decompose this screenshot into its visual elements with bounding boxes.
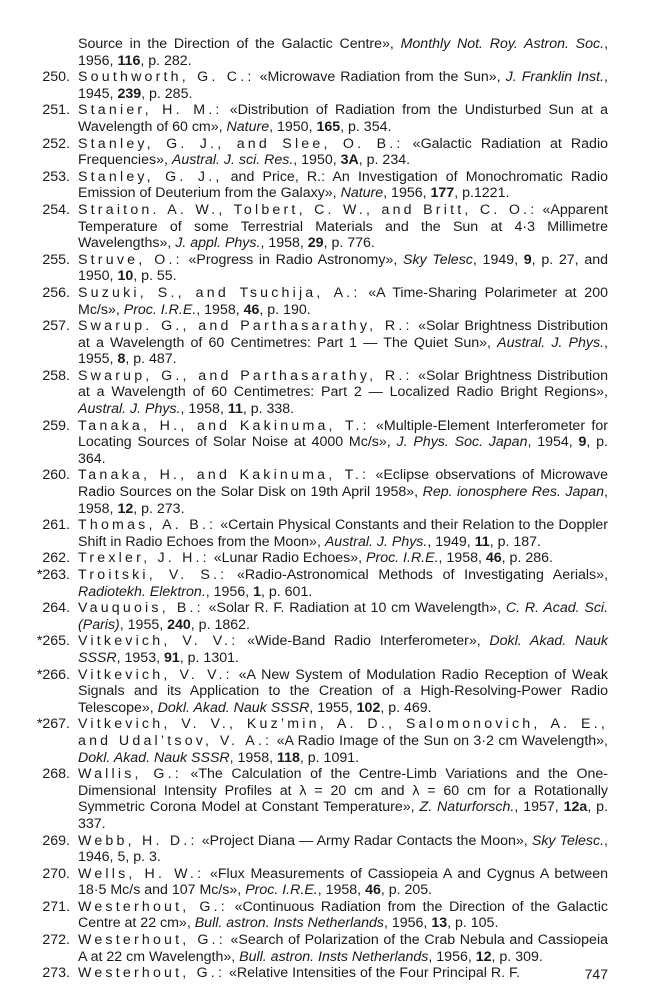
reference-entry <box>0 418 608 468</box>
author-names: Southworth, G. C.: <box>78 69 255 86</box>
citation-text: , 1958, <box>260 235 308 252</box>
citation-text: , p. 282. <box>140 52 192 69</box>
citation-text: , p. 1091. <box>299 749 360 766</box>
reference-text <box>78 716 608 766</box>
reference-number: 264. <box>42 600 70 617</box>
citation-text: , 1956, <box>383 915 432 932</box>
citation-text: , p. 487. <box>125 351 177 368</box>
author-names: Stanley, G. J., and Slee, O. B.: <box>78 135 404 152</box>
author-names: Stanier, H. M.: <box>78 102 223 119</box>
reference-number: 268. <box>42 766 70 783</box>
citation-text: «Distribution of Radiation from the Undisturbed Sun at a Wavelength of 60 cm», <box>78 102 608 135</box>
reference-number: 273. <box>42 965 70 982</box>
citation-text: «A Time-Sharing Polarimeter at 200 Mc/s», <box>78 284 608 318</box>
citation-text: , p. 338. <box>242 401 295 418</box>
citation-text: «Search of Polarization of the Crab Nebula and Cassiopeia A at 22 cm Wavelength», <box>78 932 608 965</box>
reference-text <box>78 899 608 932</box>
journal-title: J. appl. Phys. <box>175 235 261 252</box>
citation-text: , p. 190. <box>259 301 311 318</box>
citation-text: «A Radio Image of the Sun on 3·2 cm Wavelength», <box>272 732 608 749</box>
citation-text: «Lunar Radio Echoes», <box>209 550 366 567</box>
citation-text: , 1953, <box>116 649 164 666</box>
volume-number: 239 <box>117 85 142 102</box>
citation-text: , p. 273. <box>133 500 185 517</box>
volume-number: 3A <box>340 152 359 169</box>
citation-text: , p. 1301. <box>179 649 239 666</box>
journal-title: Sky Telesc. <box>531 832 605 849</box>
reference-number: 258. <box>42 367 70 384</box>
author-names: Webb, H. D.: <box>78 832 198 849</box>
citation-text: , 1954, <box>527 434 579 451</box>
reference-number: 253. <box>42 168 70 185</box>
author-names: Vitkevich, V. V.: <box>78 666 233 683</box>
reference-entry <box>0 318 608 368</box>
reference-text <box>78 667 608 717</box>
author-names: Swarup, G., and Parthasarathy, R.: <box>78 367 413 384</box>
citation-text: «Progress in Radio Astronomy», <box>182 251 404 268</box>
author-names: Tanaka, H., and Kakinuma, T.: <box>78 467 370 484</box>
citation-text: , p. 354. <box>340 118 392 135</box>
reference-text <box>78 600 608 633</box>
reference-entry <box>0 517 608 550</box>
citation-text: , p. 469. <box>380 699 432 716</box>
journal-title: Austral. J. Phys. <box>497 334 605 351</box>
author-names: Westerhout, G.: <box>78 965 226 982</box>
reference-entry <box>0 36 608 69</box>
reference-number: 251. <box>42 102 70 119</box>
volume-number: 12 <box>475 948 492 965</box>
volume-number: 116 <box>117 52 141 69</box>
volume-number: 118 <box>277 749 300 766</box>
citation-text: , p. 187. <box>489 533 541 550</box>
author-names: Westerhout, G.: <box>78 898 228 915</box>
citation-text: , 1958, <box>196 301 244 318</box>
journal-title: Austral. J. Phys. <box>78 401 181 418</box>
reference-entry <box>0 285 608 318</box>
reference-text <box>78 69 608 102</box>
reference-number: 271. <box>42 898 70 915</box>
citation-text: , 1958, <box>438 550 486 567</box>
reference-text <box>78 169 608 202</box>
journal-title: Nature <box>340 185 384 202</box>
reference-number: 259. <box>42 417 70 434</box>
citation-text: «The Calculation of the Centre-Limb Variations and the One-Dimensional Intensity Profiles at λ = 20 cm and λ = 60 cm for a Rotationally Symmetric Corona Model at Constant Temperature», <box>78 766 608 816</box>
citation-text: , 1956, <box>78 36 609 69</box>
reference-entry <box>0 102 608 135</box>
citation-text: , p. 205. <box>380 882 433 899</box>
volume-number: 9 <box>523 251 532 268</box>
journal-title: Rep. ionosphere Res. Japan <box>422 484 605 501</box>
reference-text <box>78 102 608 135</box>
citation-text: «Radio-Astronomical Methods of Investigating Aerials», <box>227 567 608 583</box>
citation-text: , p. 776. <box>323 235 375 252</box>
reference-number: 261. <box>42 517 70 534</box>
reference-text <box>78 866 608 899</box>
citation-text: «A New System of Modulation Radio Reception of Weak Signals and its Application to the Creation of a High-Resolving-Power Radio Telescope», <box>78 666 608 716</box>
reference-text <box>78 833 608 866</box>
journal-title: J. Phys. Soc. Japan <box>396 434 528 451</box>
volume-number: 12 <box>117 500 134 517</box>
citation-text: , 1958, <box>180 401 228 418</box>
author-names: Vitkevich, V. V.: <box>78 633 239 650</box>
citation-text: , p. 364. <box>78 434 608 467</box>
reference-text <box>78 368 608 418</box>
reference-text <box>78 467 608 517</box>
reference-number: 257. <box>42 318 70 335</box>
citation-text: , 1950, <box>269 118 317 135</box>
volume-number: 91 <box>163 649 180 666</box>
citation-text: «Eclipse observations of Microwave Radio Sources on the Solar Disk on 19th April 1958», <box>78 467 608 501</box>
volume-number: 46 <box>365 882 381 899</box>
citation-text: , p. 285. <box>141 85 193 102</box>
reference-entry <box>0 633 608 666</box>
reference-number: 270. <box>42 865 70 882</box>
reference-list <box>0 36 608 982</box>
journal-title: Dokl. Akad. Nauk SSSR <box>78 749 230 766</box>
reference-text <box>78 136 608 169</box>
citation-text: «Apparent Temperature of some Terrestrial Materials and the Sun at 4·3 Millimetre Wavelengths», <box>78 201 608 252</box>
reference-number: *265. <box>36 633 70 650</box>
citation-text: , p. 234. <box>358 152 411 169</box>
reference-entry <box>0 550 608 567</box>
citation-text: , p. 601. <box>261 583 313 600</box>
citation-text: , 1956, <box>383 185 431 202</box>
reference-number: 262. <box>42 550 70 567</box>
citation-text: and Price, R.: An Investigation of Monochromatic Radio Emission of Deuterium from the Galaxy», <box>78 168 608 202</box>
reference-number: 269. <box>42 832 70 849</box>
journal-title: Monthly Not. Roy. Astron. Soc. <box>400 36 605 52</box>
reference-entry <box>0 766 608 832</box>
citation-text: , 1950, <box>293 152 341 169</box>
volume-number: 1 <box>253 583 261 600</box>
citation-text: , 1956, <box>428 948 476 965</box>
author-names: Vauquois, B.: <box>78 600 204 617</box>
author-names: Thomas, A. B.: <box>78 517 217 534</box>
journal-title: Proc. I.R.E. <box>366 550 439 567</box>
reference-entry <box>0 252 608 285</box>
author-names: Struve, O.: <box>78 251 183 268</box>
author-names: Stanley, G. J., <box>78 168 223 185</box>
citation-text: , p.1221. <box>454 185 510 202</box>
reference-text <box>78 36 608 69</box>
reference-entry <box>0 965 608 982</box>
journal-title: J. Franklin Inst. <box>505 69 605 86</box>
reference-text <box>78 318 608 368</box>
author-names: Vitkevich, V. V., Kuz’min, A. D., Salomonovich, A. E., and Udal’tsov, V. A.: <box>78 716 608 749</box>
citation-text: «Flux Measurements of Cassiopeia A and Cygnus A between 18·5 Mc/s and 107 Mc/s», <box>78 865 609 899</box>
volume-number: 29 <box>307 235 324 252</box>
reference-text <box>78 418 608 468</box>
volume-number: 11 <box>227 401 243 418</box>
reference-entry <box>0 368 608 418</box>
author-names: Straiton. A. W., Tolbert, C. W., and Britt, C. O.: <box>78 201 538 218</box>
journal-title: Radiotekh. Elektron. <box>78 583 206 600</box>
author-names: Suzuki, S., and Tsuchija, A.: <box>78 284 361 301</box>
reference-text <box>78 202 608 252</box>
citation-text: , 1949, <box>427 533 475 550</box>
reference-entry <box>0 467 608 517</box>
journal-title: Austral. J. sci. Res. <box>171 152 294 169</box>
citation-text: «Solar Brightness Distribution at a Wavelength of 60 Centimetres: Part 1 — The Quiet Sun», <box>78 318 608 351</box>
reference-number: *263. <box>36 567 70 583</box>
journal-title: Nature <box>226 118 270 135</box>
reference-number: 256. <box>42 284 70 301</box>
reference-number: *267. <box>36 716 70 733</box>
citation-text: «Relative Intensities of the Four Principal R. F. <box>225 965 521 982</box>
reference-entry <box>0 932 608 965</box>
reference-entry <box>0 600 608 633</box>
volume-number: 46 <box>243 301 260 318</box>
reference-entry <box>0 567 608 600</box>
reference-text <box>78 567 608 600</box>
reference-entry <box>0 202 608 252</box>
citation-text: «Solar Brightness Distribution at a Wavelength of 60 Centimetres: Part 2 — Localized Radio Bright Regions», <box>78 367 608 401</box>
citation-text: , p. 27, and 1950, <box>78 251 608 285</box>
citation-text: , 1955, <box>78 334 608 368</box>
reference-number: 254. <box>42 201 70 218</box>
author-names: Troitski, V. S.: <box>78 567 228 583</box>
reference-number: 255. <box>42 251 70 268</box>
citation-text: , p. 309. <box>491 948 543 965</box>
citation-text: «Solar R. F. Radiation at 10 cm Wavelength», <box>203 600 506 617</box>
citation-text: , p. 1862. <box>190 616 250 633</box>
journal-title: Proc. I.R.E. <box>123 301 197 318</box>
journal-title: Bull. astron. Insts Netherlands <box>239 948 429 965</box>
volume-number: 240 <box>167 616 191 633</box>
citation-text: , 1955, <box>119 616 168 633</box>
reference-text <box>78 517 608 550</box>
volume-number: 9 <box>578 434 587 451</box>
volume-number: 12a <box>563 799 588 816</box>
journal-title: Proc. I.R.E. <box>245 882 318 899</box>
reference-entry <box>0 833 608 866</box>
volume-number: 10 <box>117 268 134 285</box>
volume-number: 177 <box>430 185 455 202</box>
volume-number: 102 <box>356 699 381 716</box>
volume-number: 46 <box>485 550 502 567</box>
citation-text: , 1958, <box>78 484 608 517</box>
citation-text: «Continuous Radiation from the Direction of the Galactic Centre at 22 cm», <box>78 898 608 932</box>
citation-text: «Certain Physical Constants and their Relation to the Doppler Shift in Radio Echoes from the Moon», <box>78 517 609 550</box>
reference-text <box>78 965 608 982</box>
citation-text: , p. 337. <box>78 799 609 832</box>
reference-number: 252. <box>42 135 70 152</box>
volume-number: 8 <box>117 351 126 368</box>
journal-title: Bull. astron. Insts Netherlands <box>194 915 384 932</box>
reference-number: 250. <box>42 69 70 86</box>
reference-entry <box>0 899 608 932</box>
volume-number: 11 <box>474 533 490 550</box>
volume-number: 165 <box>316 118 341 135</box>
citation-text: «Multiple-Element Interferometer for Locating Sources of Solar Noise at 4000 Mc/s», <box>78 417 608 451</box>
citation-text: , 1945, <box>78 69 608 102</box>
reference-text <box>78 252 608 285</box>
journal-title: Dokl. Akad. Nauk SSSR <box>78 633 608 666</box>
reference-text <box>78 550 608 567</box>
author-names: Swarup. G., and Parthasarathy, R.: <box>78 318 413 335</box>
citation-text: «Microwave Radiation from the Sun», <box>254 69 506 86</box>
citation-text: , p. 286. <box>501 550 553 567</box>
reference-number: *266. <box>36 666 70 683</box>
citation-text: , 1957, <box>514 799 564 816</box>
reference-entry <box>0 169 608 202</box>
journal-title: Z. Naturforsch. <box>419 799 515 816</box>
citation-text: «Wide-Band Radio Interferometer», <box>238 633 490 650</box>
reference-number: 272. <box>42 932 70 949</box>
citation-text: , 1955, <box>309 699 357 716</box>
citation-text: , p. 105. <box>447 915 499 932</box>
citation-text: , 1956, <box>205 583 254 600</box>
citation-text: Source in the Direction of the Galactic Centre», <box>78 36 401 52</box>
author-names: Tanaka, H., and Kakinuma, T.: <box>78 417 370 434</box>
reference-entry <box>0 136 608 169</box>
journal-title: C. R. Acad. Sci. (Paris) <box>78 600 609 633</box>
author-names: Wells, H. W.: <box>78 865 205 882</box>
reference-text <box>78 766 608 832</box>
reference-number: 260. <box>42 467 70 484</box>
reference-entry <box>0 69 608 102</box>
citation-text: «Project Diana — Army Radar Contacts the Moon», <box>197 832 532 849</box>
page-number: 747 <box>584 966 608 982</box>
citation-text: , 1946, 5, p. 3. <box>78 832 608 866</box>
reference-text <box>78 932 608 965</box>
reference-entry <box>0 866 608 899</box>
citation-text: , 1949, <box>472 251 524 268</box>
reference-text <box>78 285 608 318</box>
reference-text <box>78 633 608 666</box>
citation-text: , 1958, <box>229 749 277 766</box>
journal-title: Dokl. Akad. Nauk SSSR <box>157 699 310 716</box>
author-names: Westerhout, G.: <box>78 932 226 949</box>
reference-entry <box>0 667 608 717</box>
author-names: Wallis, G.: <box>78 766 182 783</box>
volume-number: 13 <box>431 915 448 932</box>
journal-title: Sky Telesc <box>403 251 473 268</box>
citation-text: , p. 55. <box>133 268 177 285</box>
journal-title: Austral. J. Phys. <box>324 533 428 550</box>
citation-text: , 1958, <box>317 882 366 899</box>
author-names: Trexler, J. H.: <box>78 550 210 567</box>
citation-text: «Galactic Radiation at Radio Frequencies», <box>78 135 608 169</box>
reference-entry <box>0 716 608 766</box>
